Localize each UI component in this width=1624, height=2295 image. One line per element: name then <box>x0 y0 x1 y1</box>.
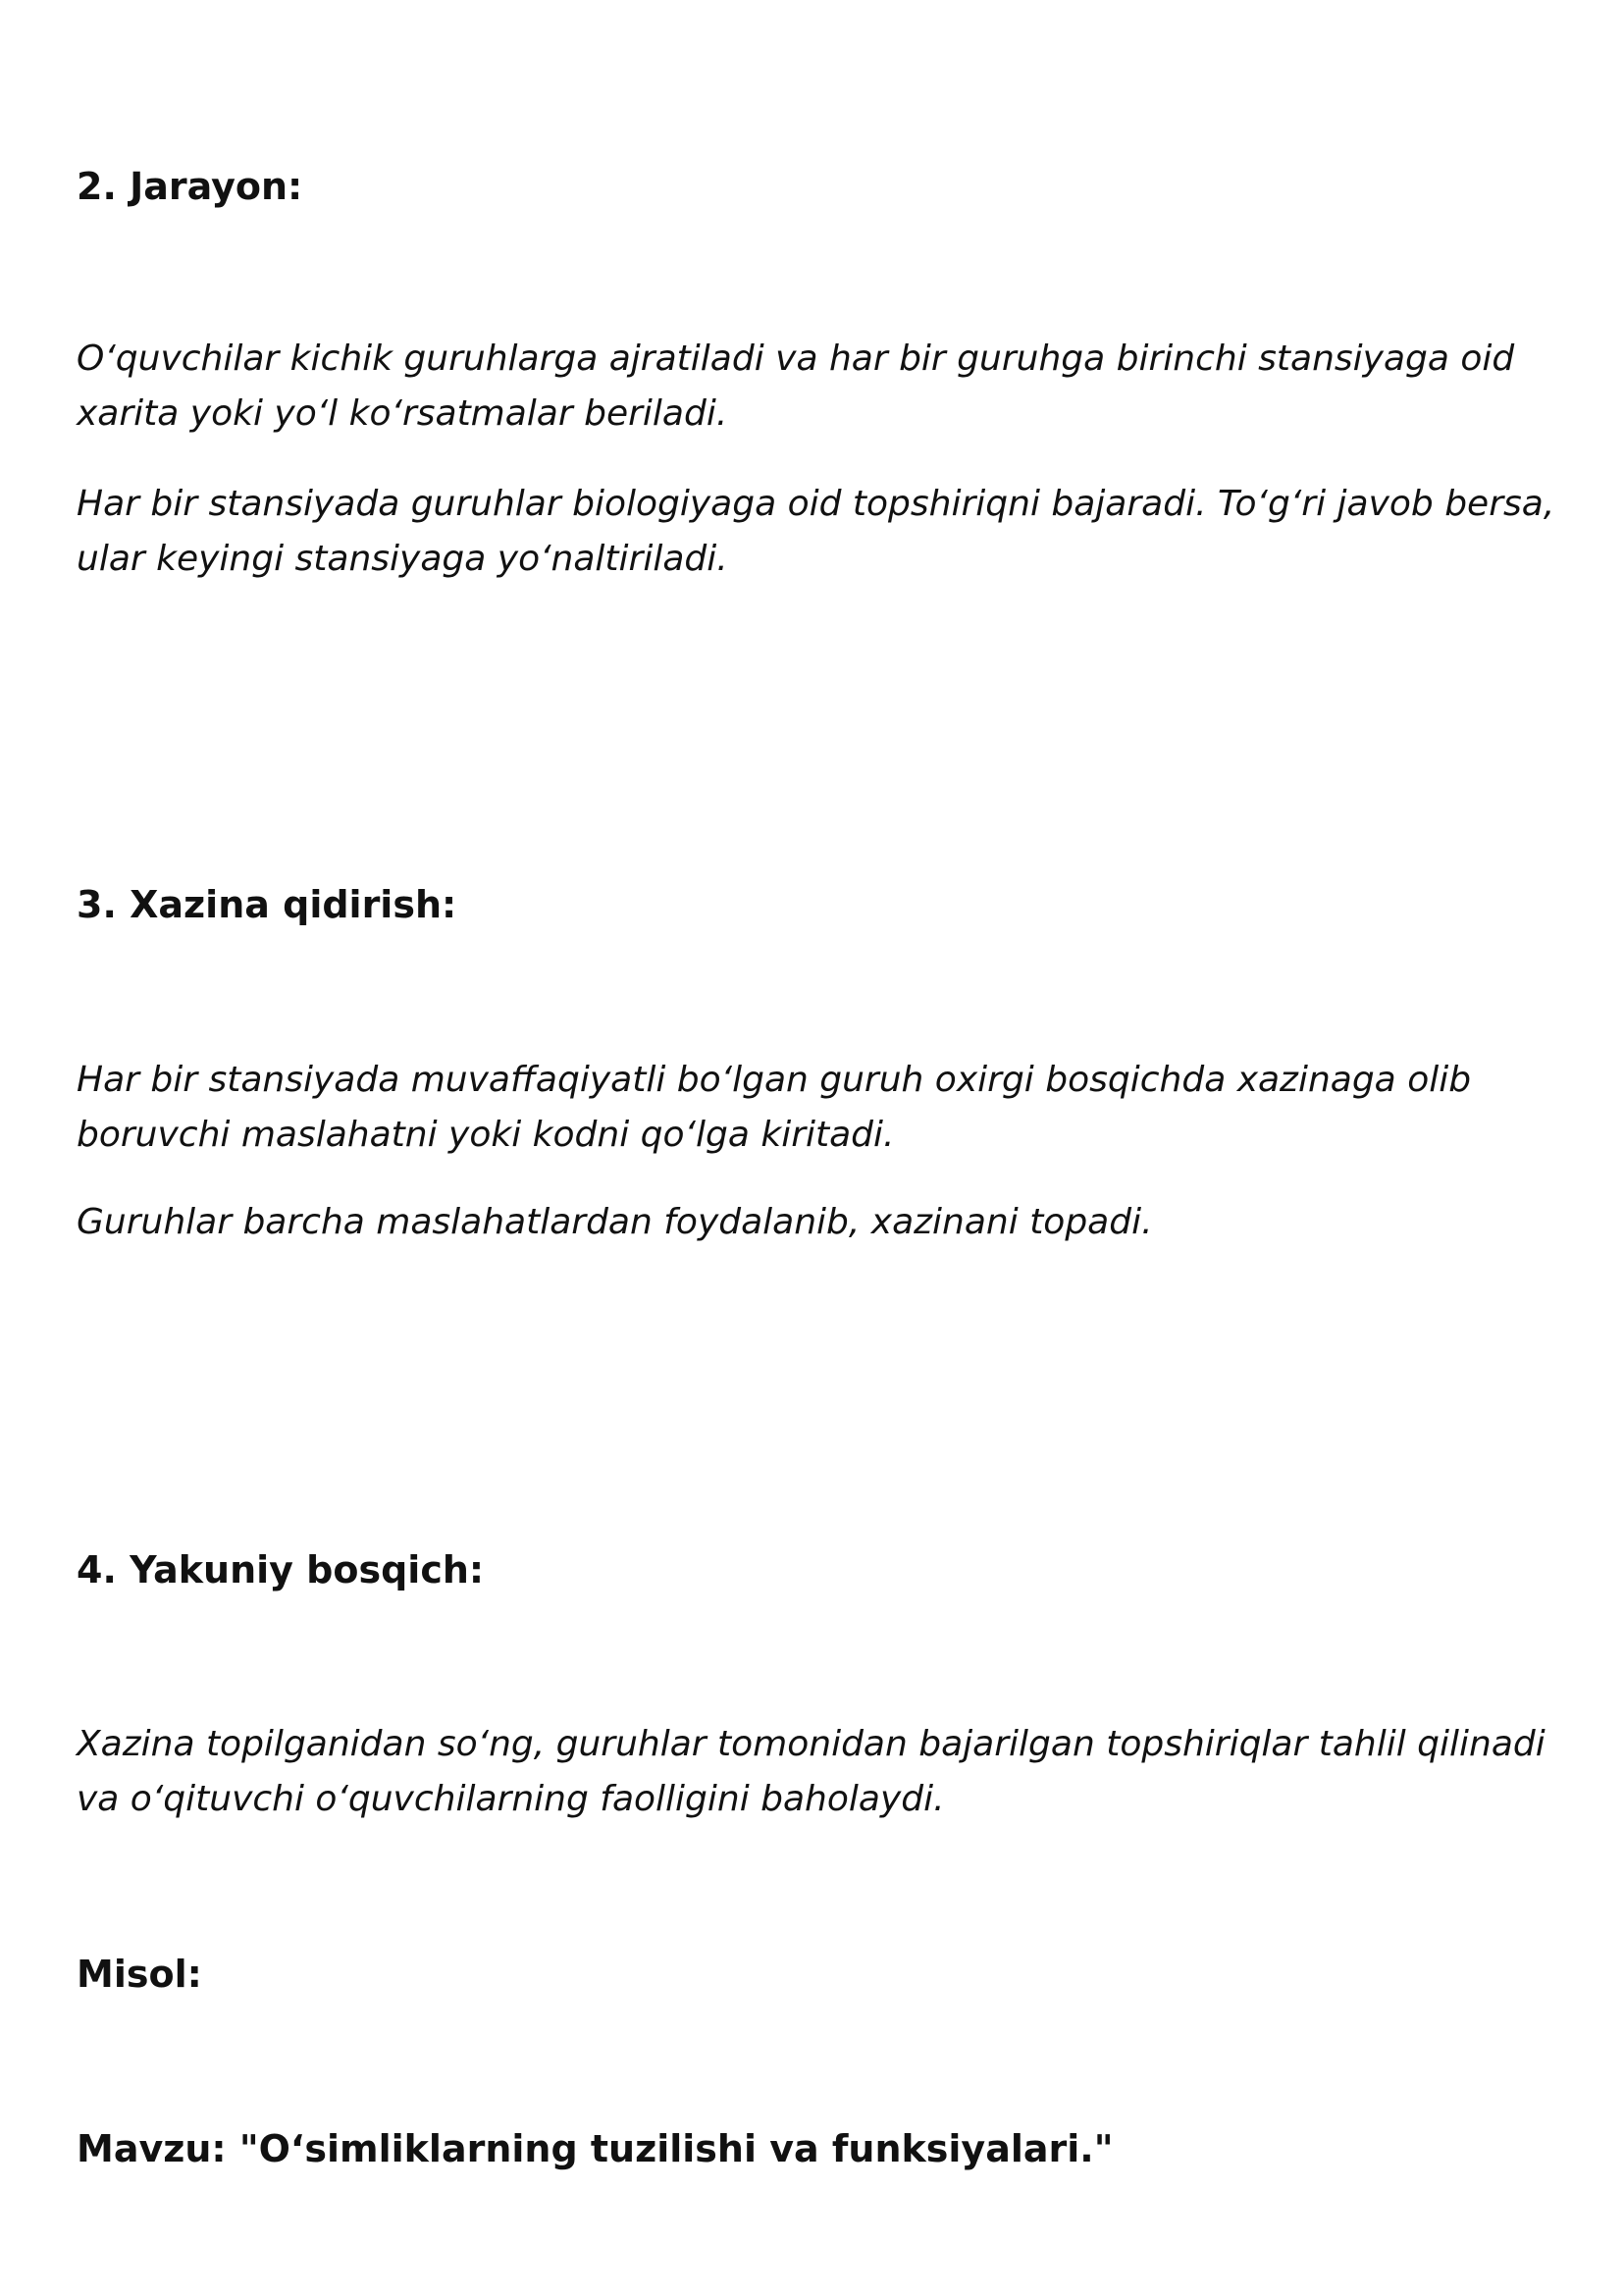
example-label: Misol: <box>77 1953 202 1996</box>
paragraph-xazina-1: Har bir stansiyada muvaffaqiyatli bo‘lgan guruh oxirgi bosqichda xazinaga olib boruvchi maslahatni yoki kodni qo‘lga kiritadi. <box>77 1060 1472 1155</box>
section-heading-jarayon: 2. Jarayon: <box>77 165 303 208</box>
paragraph-xazina-2: Guruhlar barcha maslahatlardan foydalanib, xazinani topadi. <box>77 1202 1153 1242</box>
paragraph-yakuniy-1: Xazina topilganidan so‘ng, guruhlar tomonidan bajarilgan topshiriqlar tahlil qilinadi va o‘qituvchi o‘quvchilarning faolligini baholaydi. <box>77 1724 1545 1819</box>
paragraph-jarayon-1: O‘quvchilar kichik guruhlarga ajratiladi va har bir guruhga birinchi stansiyaga oid xarita yoki yo‘l ko‘rsatmalar beriladi. <box>77 339 1515 434</box>
section-heading-yakuniy-bosqich: 4. Yakuniy bosqich: <box>77 1548 485 1591</box>
topic-heading: Mavzu: "O‘simliklarning tuzilishi va funksiyalari." <box>77 2127 1114 2170</box>
paragraph-jarayon-2: Har bir stansiyada guruhlar biologiyaga oid topshiriqni bajaradi. To‘g‘ri javob bersa, ular keyingi stansiyaga yo‘naltiriladi. <box>77 484 1555 579</box>
section-heading-xazina-qidirish: 3. Xazina qidirish: <box>77 883 457 926</box>
